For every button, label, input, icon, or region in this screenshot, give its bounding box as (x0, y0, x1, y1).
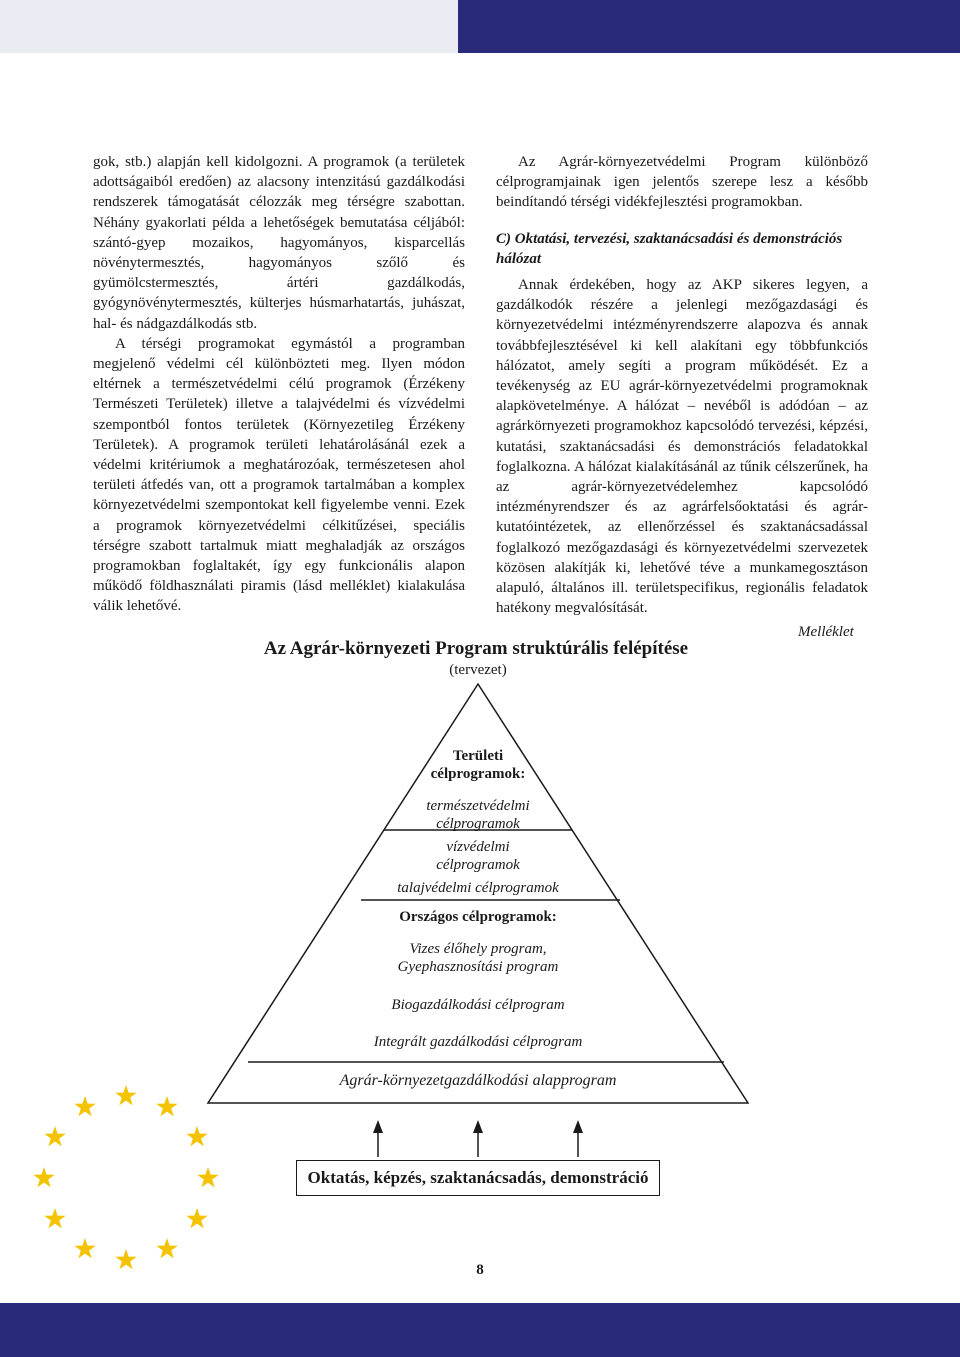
right-intro-paragraph: Az Agrár-környezetvédelmi Program különböző célprogramjainak igen jelentős szerepe lesz a később beindítandó térségi vidékfejlesztési programokban. (496, 154, 868, 211)
annex-label: Melléklet (798, 624, 854, 640)
national-programs-header: Országos célprogramok: (399, 909, 557, 925)
eu-star-icon (73, 1095, 97, 1119)
diagram-title-text: Az Agrár-környezeti Program struktúrális felépítése (263, 638, 689, 659)
regional-item-water: vízvédelmi célprogramok (436, 839, 520, 873)
eu-star-icon (43, 1125, 67, 1149)
left-paragraph-2: A térségi programokat egymástól a programban megjelenő védelmi cél különbözteti meg. Ilyen módon eltérnek a természetvédelmi célú programok (Érzékeny Természeti Területek) illetve a talajvédelmi és vízvédelmi szempontból fontos területek (Környezetileg Érzékeny Területek). A programok területi lehatárolásánál ezek a védelmi kritériumok a meghatározóak, természetesen ahol területi átfedés van, ott a programok tartalmában a komplex környezetvédelmi szempontokat kell figyelembe venni. Ezek a programok környezetvédelmi célkitűzései, speciális térségre szabott tartalmuk miatt meghaladják az országos programokban foglaltakét, így egy funkcionális alapon működő földhasználati piramis (lásd melléklet) kialakulása válik lehetővé. (93, 335, 465, 615)
foundation-box: Oktatás, képzés, szaktanácsadás, demonstráció (296, 1160, 660, 1196)
left-paragraph-1: gok, stb.) alapján kell kidolgozni. A programok (a területek adottságaiból eredően) az alacsony intenzitású gazdálkodási rendszerek támogatását célozzák meg térségre szabottan. Néhány gyakorlati példa a lehetőségek bemutatása céljából: szántó-gyep mozaikos, hagyományos, kisparcellás növénytermesztés, hagyományos szőlő és gyümölcstermesztés, ártéri gazdálkodás, gyógynövénytermesztés, külterjes húsmarhatartás, juhászat, hal- és nádgazdálkodás stb. (93, 154, 465, 332)
eu-star-icon (196, 1166, 220, 1190)
diagram-subtitle: (tervezet) (449, 662, 507, 678)
eu-star-icon (114, 1084, 138, 1108)
eu-star-icon (155, 1237, 179, 1261)
national-item-integrated: Integrált gazdálkodási célprogram (373, 1034, 583, 1050)
section-heading-c: C) Oktatási, tervezési, szaktanácsadási és demonstrációs hálózat (496, 230, 843, 267)
eu-star-icon (185, 1125, 209, 1149)
eu-star-icon (43, 1207, 67, 1231)
eu-star-icon (32, 1166, 56, 1190)
right-body-paragraph: Annak érdekében, hogy az AKP sikeres legyen, a gazdálkodók részére a jelenlegi mezőgazdasági és környezetvédelmi intézményrendszerre alapozva és annak továbbfejlesztésével ki kell alakítani egy többfunkciós hálózatot, amely segíti a program működését. Ez a tevékenység az EU agrár-környezetvédelmi programoknak alapkövetelménye. A hálózat – nevéből is adódóan – az agrárkörnyezeti programokhoz kapcsolódó tervezési, képzési, kutatási, szaktanácsadási és demonstrációs feladatokkal foglalkozna. A hálózat kialakításánál az tűnik célszerűnek, ha az agrár-környezetvédelemhez kapcsolódó intézményrendszer és az agrárfelsőoktatási és agrár-kutatóintézetek, az ellenőrzéssel és szaktanácsadással foglalkozó mezőgazdasági és környezetvédelmi szervezetek közösen alakítják ki, lehetővé téve a munkamegosztáson alapuló, általános ill. területspecifikus, regionális feladatok hatékony megvalósítását. (496, 277, 868, 617)
national-item-organic: Biogazdálkodási célprogram (391, 997, 565, 1013)
eu-star-icon (185, 1207, 209, 1231)
regional-item-nature: természetvédelmi célprogramok (426, 798, 530, 832)
national-item-wetland: Vizes élőhely program, Gyephasznosítási program (397, 941, 559, 975)
eu-star-icon (73, 1237, 97, 1261)
arrow-right (573, 1120, 583, 1157)
footer-band (0, 1303, 960, 1357)
arrow-center (473, 1120, 483, 1157)
regional-item-soil: talajvédelmi célprogramok (397, 880, 559, 896)
base-program: Agrár-környezetgazdálkodási alapprogram (339, 1072, 617, 1089)
arrow-left (373, 1120, 383, 1157)
regional-programs-header: Területi célprogramok: (430, 748, 526, 782)
eu-star-icon (155, 1095, 179, 1119)
page-number: 8 (476, 1262, 484, 1278)
